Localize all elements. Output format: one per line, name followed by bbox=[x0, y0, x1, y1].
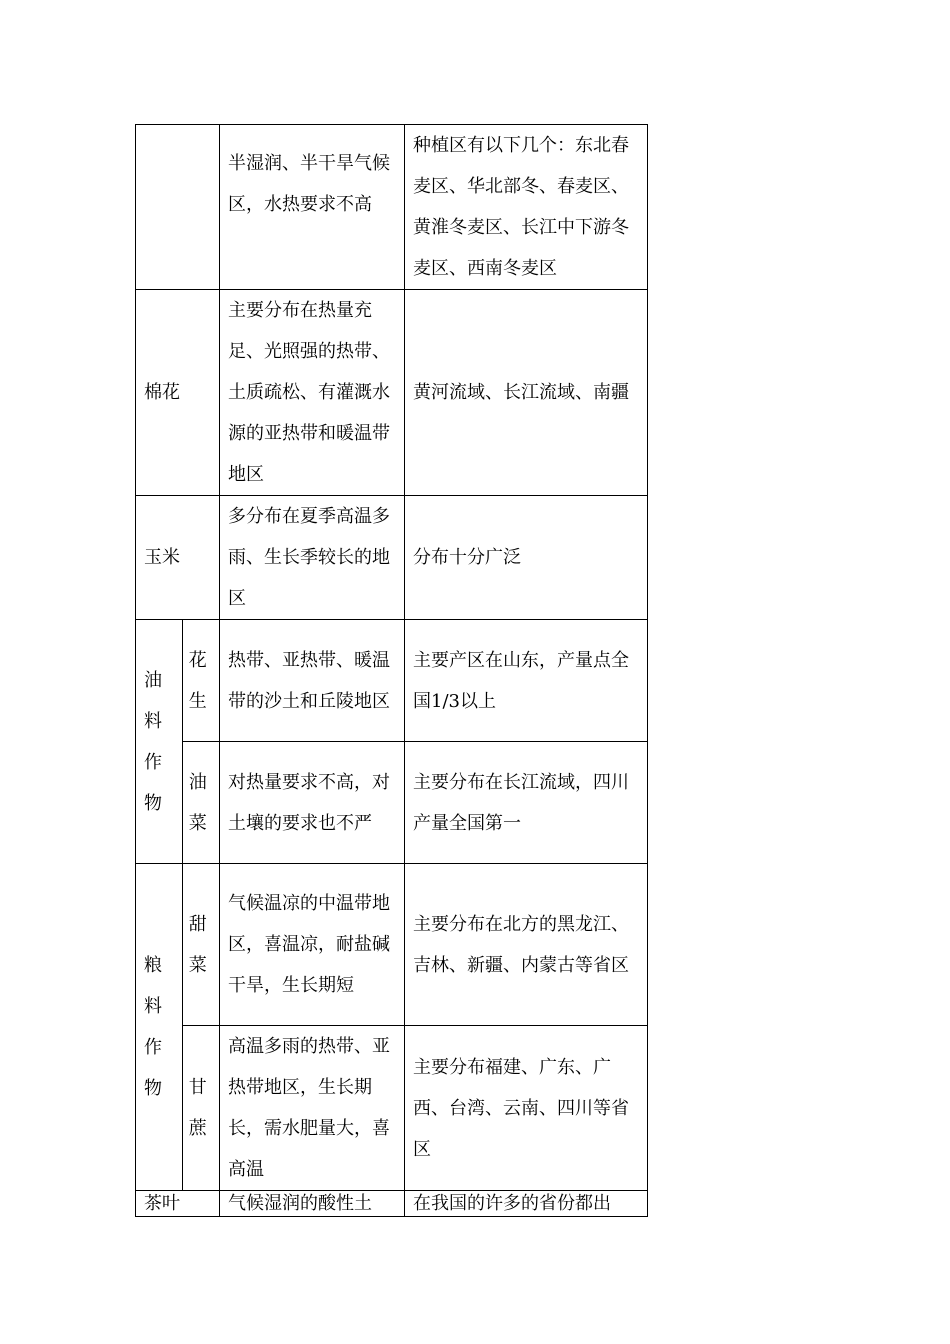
crop-name-cell bbox=[136, 125, 220, 290]
sub-crop-name-cell bbox=[183, 1026, 220, 1191]
distribution-cell: 黄河流域、长江流域、南疆 bbox=[405, 290, 648, 496]
sub-crop-name-cell bbox=[183, 620, 220, 742]
growth-condition-cell: 对热量要求不高，对土壤的要求也不严 bbox=[220, 742, 405, 864]
sub-crop-label: 花生 bbox=[188, 649, 207, 712]
sub-crop-label: 甘蔗 bbox=[188, 1077, 207, 1139]
crop-name-cell: 玉米 bbox=[136, 496, 220, 620]
growth-condition-text: 半湿润、半干旱气候区，水热要求不高 bbox=[228, 153, 390, 215]
sub-crop-name-cell bbox=[183, 864, 220, 1026]
category-label: 油料作物 bbox=[144, 669, 162, 814]
distribution-cell: 分布十分广泛 bbox=[405, 496, 648, 620]
distribution-cell: 主要分布在北方的黑龙江、吉林、新疆、内蒙古等省区 bbox=[405, 864, 648, 1026]
growth-condition-cell bbox=[220, 125, 405, 290]
category-cell-oil-crops bbox=[136, 620, 183, 864]
table-row-rapeseed bbox=[136, 742, 648, 864]
growth-condition-cell: 气候湿润的酸性土 bbox=[220, 1191, 405, 1217]
table-row-tea bbox=[136, 1191, 648, 1217]
sub-crop-label: 甜菜 bbox=[188, 913, 207, 976]
crop-distribution-table bbox=[135, 124, 648, 1217]
growth-condition-cell: 热带、亚热带、暖温带的沙土和丘陵地区 bbox=[220, 620, 405, 742]
table-row-cane bbox=[136, 1026, 648, 1191]
distribution-cell: 在我国的许多的省份都出 bbox=[405, 1191, 648, 1217]
growth-condition-cell: 多分布在夏季高温多雨、生长季较长的地区 bbox=[220, 496, 405, 620]
distribution-cell: 主要分布福建、广东、广西、台湾、云南、四川等省区 bbox=[405, 1026, 648, 1191]
category-cell-sugar-crops bbox=[136, 864, 183, 1191]
table-row-wheat bbox=[136, 125, 648, 290]
sub-crop-label: 油菜 bbox=[188, 771, 207, 834]
growth-condition-cell: 主要分布在热量充足、光照强的热带、土质疏松、有灌溉水源的亚热带和暖温带地区 bbox=[220, 290, 405, 496]
distribution-cell: 种植区有以下几个：东北春麦区、华北部冬、春麦区、黄淮冬麦区、长江中下游冬麦区、西南冬麦区 bbox=[405, 125, 648, 290]
table-row-peanut bbox=[136, 620, 648, 742]
crop-name-cell: 茶叶 bbox=[136, 1191, 220, 1217]
sub-crop-name-cell bbox=[183, 742, 220, 864]
growth-condition-cell: 气候温凉的中温带地区，喜温凉，耐盐碱干旱，生长期短 bbox=[220, 864, 405, 1026]
crop-name-cell: 棉花 bbox=[136, 290, 220, 496]
table-row-beet bbox=[136, 864, 648, 1026]
category-label: 粮料作物 bbox=[144, 955, 162, 1099]
growth-condition-cell: 高温多雨的热带、亚热带地区，生长期长，需水肥量大，喜高温 bbox=[220, 1026, 405, 1191]
distribution-cell: 主要分布在长江流域，四川产量全国第一 bbox=[405, 742, 648, 864]
distribution-cell: 主要产区在山东，产量点全国1/3以上 bbox=[405, 620, 648, 742]
table-row-cotton bbox=[136, 290, 648, 496]
table-row-corn bbox=[136, 496, 648, 620]
